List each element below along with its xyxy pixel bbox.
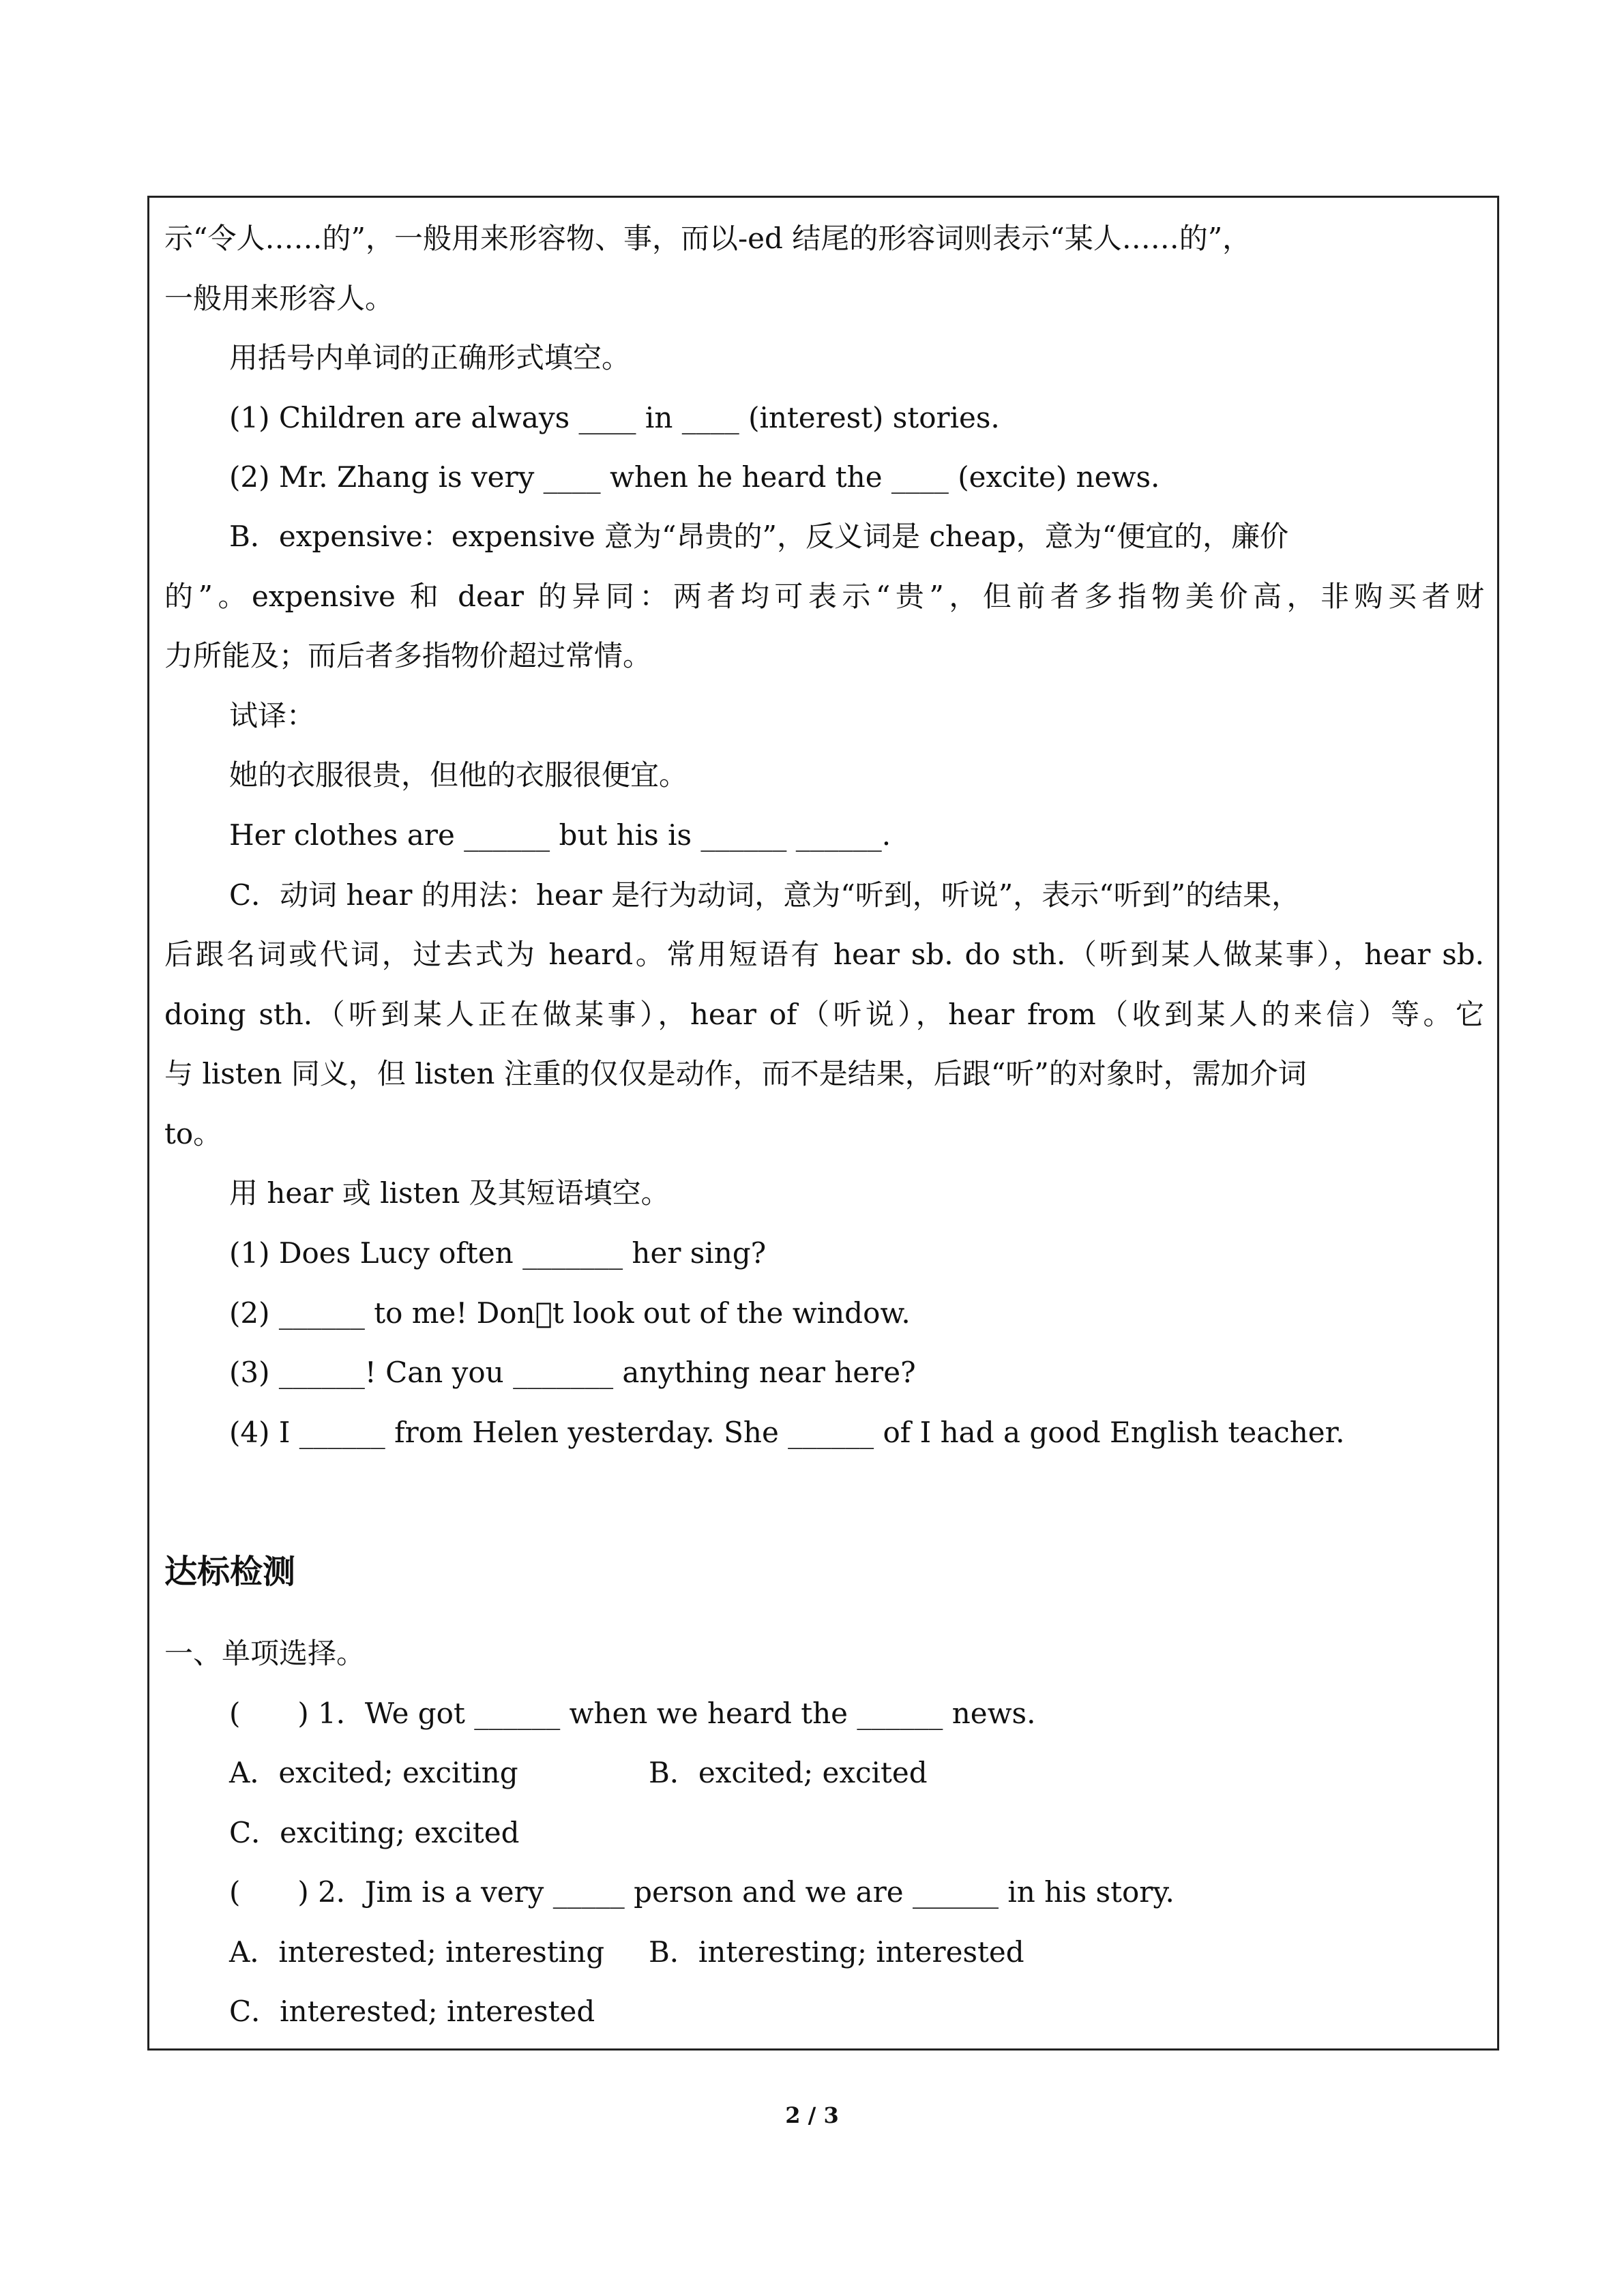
- instruction-line: 试译：: [229, 699, 316, 732]
- instruction-line: 用 hear 或 listen 及其短语填空。: [229, 1176, 670, 1210]
- text-line: B．expensive：expensive 意为“昂贵的”，反义词是 cheap，意为“便宜的，廉价: [229, 520, 1289, 553]
- text-line: 一般用来形容人。: [164, 282, 394, 315]
- option-a: A．excited; exciting: [229, 1756, 518, 1789]
- question-1-options: [229, 1753, 928, 1793]
- exercise-item: (2) Mr. Zhang is very ____ when he heard the ____ (excite) news.: [229, 460, 1160, 494]
- text-line: 力所能及；而后者多指物价超过常情。: [164, 639, 652, 672]
- exercise-item: (1) Does Lucy often _______ her sing?: [229, 1236, 767, 1270]
- question-2-options: [229, 1932, 1024, 1973]
- exercise-item: Her clothes are ______ but his is ______ ______.: [229, 818, 891, 852]
- option-b: B．excited; excited: [649, 1756, 928, 1789]
- content-box: [147, 196, 1499, 2051]
- exercise-item: (2) ______ to me! Don t look out of the window.: [229, 1296, 911, 1330]
- option-b: B．interesting; interested: [649, 1935, 1024, 1969]
- text-line: C．动词 hear 的用法：hear 是行为动词，意为“听到，听说”，表示“听到”的结果，: [229, 878, 1301, 912]
- text-line: 的”。expensive 和 dear 的异同：两者均可表示“贵”，但前者多指物美价高，非购买者财: [164, 580, 1484, 613]
- text-line: to。: [164, 1117, 222, 1150]
- text-line: 后跟名词或代词，过去式为 heard。常用短语有 hear sb. do sth.（听到某人做某事），hear sb.: [164, 938, 1484, 971]
- page-number: 2 / 3: [785, 2102, 839, 2128]
- instruction-line: 用括号内单词的正确形式填空。: [229, 341, 631, 374]
- question-1: ( ) 1．We got ______ when we heard the ______ news.: [229, 1697, 1036, 1730]
- option-c: C．exciting; excited: [229, 1816, 520, 1849]
- exercise-item: (4) I ______ from Helen yesterday. She ______ of I had a good English teacher.: [229, 1416, 1345, 1449]
- question-2: ( ) 2．Jim is a very _____ person and we are ______ in his story.: [229, 1875, 1175, 1909]
- option-a: A．interested; interesting: [229, 1935, 605, 1969]
- text-line: 示“令人……的”，一般用来形容物、事，而以-ed 结尾的形容词则表示“某人……的”，: [164, 222, 1252, 255]
- text-line: 与 listen 同义，但 listen 注重的仅仅是动作，而不是结果，后跟“听”的对象时，需加介词: [164, 1057, 1307, 1090]
- option-c: C．interested; interested: [229, 1995, 595, 2028]
- instruction-line: 一、单项选择。: [164, 1637, 366, 1670]
- section-heading: 达标检测: [164, 1553, 296, 1591]
- exercise-item: (1) Children are always ____ in ____ (interest) stories.: [229, 401, 1000, 434]
- exercise-item: (3) ______! Can you _______ anything near here?: [229, 1356, 916, 1389]
- text-line: 她的衣服很贵，但他的衣服很便宜。: [229, 758, 688, 792]
- text-line: doing sth.（听到某人正在做某事），hear of（听说），hear from（收到某人的来信）等。它: [164, 998, 1484, 1031]
